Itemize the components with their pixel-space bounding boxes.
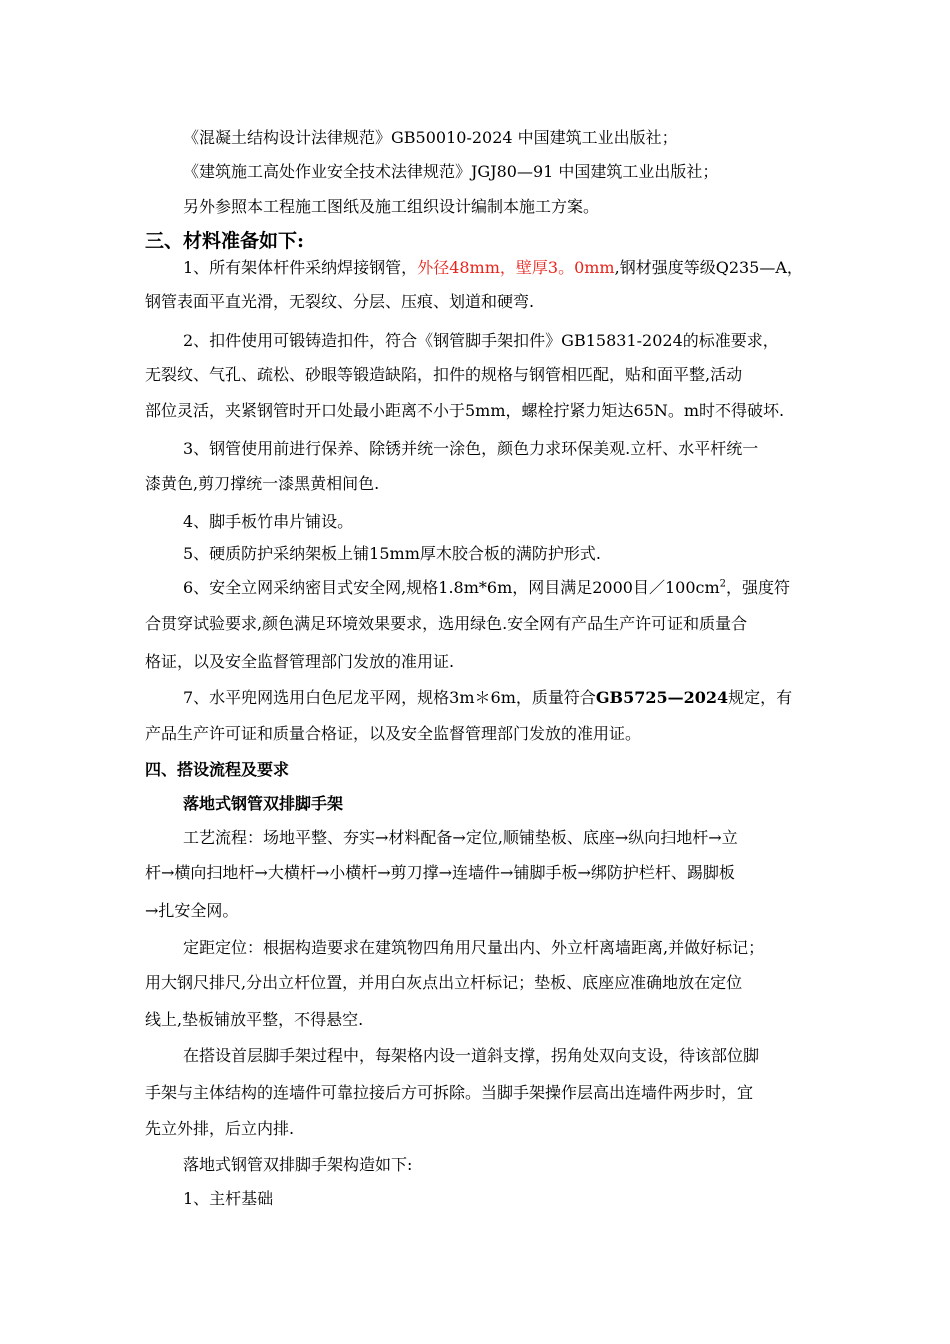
text-run: ，强度符 bbox=[726, 578, 791, 597]
paragraph-line bbox=[183, 256, 803, 280]
section-heading: 三、材料准备如下: bbox=[145, 230, 305, 252]
sub-heading: 落地式钢管双排脚手架 bbox=[183, 794, 344, 813]
paragraph-line bbox=[183, 686, 792, 710]
paragraph-line: 定距定位：根据构造要求在建筑物四角用尺量出内、外立杆离墙距离,并做好标记； bbox=[183, 938, 765, 957]
reference-line: 《建筑施工高处作业安全技术法律规范》JGJ80—91 中国建筑工业出版社； bbox=[183, 162, 719, 181]
paragraph-line: 落地式钢管双排脚手架构造如下: bbox=[183, 1155, 413, 1174]
paragraph-line: 在搭设首层脚手架过程中，每架格内设一道斜支撑，拐角处双向支设，待该部位脚 bbox=[183, 1046, 760, 1065]
paragraph-line: 无裂纹、气孔、疏松、砂眼等锻造缺陷，扣件的规格与钢管相匹配，贴和面平整,活动 bbox=[145, 365, 743, 384]
reference-line: 《混凝土结构设计法律规范》GB50010-2024 中国建筑工业出版社； bbox=[183, 128, 678, 147]
paragraph-line: 手架与主体结构的连墙件可靠拉接后方可拆除。当脚手架操作层高出连墙件两步时，宜 bbox=[145, 1083, 754, 1102]
paragraph-line: 4、脚手板竹串片铺设。 bbox=[183, 512, 354, 531]
paragraph-line: 产品生产许可证和质量合格证，以及安全监督管理部门发放的准用证。 bbox=[145, 724, 642, 743]
paragraph-line: 3、钢管使用前进行保养、除锈并统一涂色，颜色力求环保美观.立杆、水平杆统一 bbox=[183, 439, 759, 458]
paragraph-line: 工艺流程：场地平整、夯实→材料配备→定位,顺铺垫板、底座→纵向扫地杆→立 bbox=[183, 828, 738, 847]
paragraph-line: 合贯穿试验要求,颜色满足环境效果要求，选用绿色.安全网有产品生产许可证和质量合 bbox=[145, 614, 748, 633]
text-run: 7、水平兜网选用白色尼龙平网，规格3m＊6m，质量符合 bbox=[183, 688, 596, 707]
paragraph-line: 杆→横向扫地杆→大横杆→小横杆→剪刀撑→连墙件→铺脚手板→绑防护栏杆、踢脚板 bbox=[145, 863, 735, 882]
paragraph-line bbox=[183, 576, 790, 600]
paragraph-line: 1、主杆基础 bbox=[183, 1189, 274, 1208]
paragraph-line: →扎安全网。 bbox=[145, 901, 239, 920]
paragraph-line: 5、硬质防护采纳架板上铺15mm厚木胶合板的满防护形式. bbox=[183, 544, 601, 563]
paragraph-line: 钢管表面平直光滑，无裂纹、分层、压痕、划道和硬弯. bbox=[145, 292, 535, 311]
paragraph-line: 线上,垫板铺放平整，不得悬空. bbox=[145, 1010, 364, 1029]
paragraph-line: 部位灵活，夹紧钢管时开口处最小距离不小于5mm，螺栓拧紧力矩达65N。m时不得破坏. bbox=[145, 401, 785, 420]
paragraph-line: 格证，以及安全监督管理部门发放的准用证. bbox=[145, 652, 455, 671]
text-run: 1、所有架体杆件采纳焊接钢管， bbox=[183, 258, 418, 277]
paragraph-line: 用大钢尺排尺,分出立杆位置，并用白灰点出立杆标记；垫板、底座应准确地放在定位 bbox=[145, 973, 743, 992]
text-run: 规定，有 bbox=[728, 688, 793, 707]
superscript: 2 bbox=[719, 578, 727, 590]
paragraph-line: 先立外排，后立内排. bbox=[145, 1119, 295, 1138]
paragraph-line: 2、扣件使用可锻铸造扣件，符合《钢管脚手架扣件》GB15831-2024的标准要求， bbox=[183, 331, 779, 350]
highlighted-text: 外径48mm，壁厚3。0mm bbox=[417, 258, 615, 277]
section-heading: 四、搭设流程及要求 bbox=[145, 760, 290, 779]
paragraph-line: 漆黄色,剪刀撑统一漆黑黄相间色. bbox=[145, 474, 380, 493]
text-run: ,钢材强度等级Q235—A， bbox=[614, 258, 803, 277]
reference-line: 另外参照本工程施工图纸及施工组织设计编制本施工方案。 bbox=[183, 197, 600, 216]
standard-code: GB5725—2024 bbox=[595, 688, 729, 707]
text-run: 6、安全立网采纳密目式安全网,规格1.8m*6m，网目满足2000目／100cm bbox=[183, 578, 720, 597]
